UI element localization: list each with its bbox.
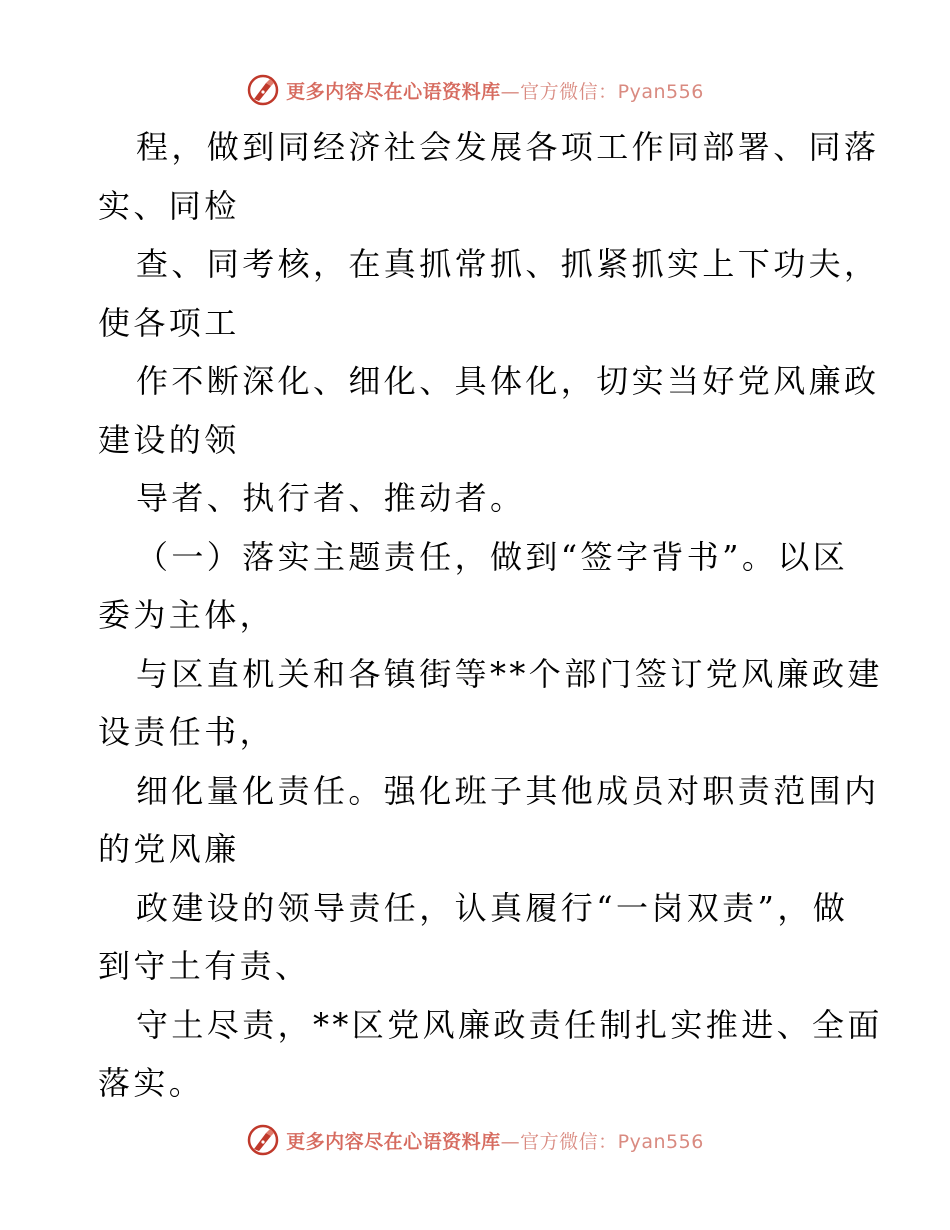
- text-line: 细化量化责任。强化班子其他成员对职责范围内: [136, 771, 880, 810]
- pen-nib-logo-icon: [246, 73, 280, 107]
- text-line: 到守土有责、: [98, 947, 311, 985]
- text-line: 落实。: [98, 1064, 205, 1102]
- text-line: 使各项工: [98, 303, 240, 342]
- banner-separator: —: [500, 80, 521, 103]
- text-line: 与区直机关和各镇街等**个部门签订党风廉政建: [136, 654, 883, 693]
- footer-banner: [0, 1120, 950, 1160]
- text-line: 设责任书，: [98, 713, 276, 751]
- header-banner: [0, 70, 950, 110]
- text-line: 导者、执行者、推动者。: [136, 479, 526, 517]
- text-line: 实、同检: [98, 186, 240, 225]
- banner-wechat: 官方微信：Pyan556: [520, 80, 704, 103]
- banner-brand: 更多内容尽在心语资料库: [286, 80, 501, 103]
- text-line: 作不断深化、细化、具体化，切实当好党风廉政: [136, 362, 880, 400]
- text-line: 守土尽责，**区党风廉政责任制扎实推进、全面: [136, 1005, 883, 1044]
- text-line: 程，做到同经济社会发展各项工作同部署、同落: [136, 128, 880, 166]
- pen-nib-logo-icon: [246, 1123, 280, 1157]
- text-line: （一）落实主题责任，做到“签字背书”。以区: [136, 537, 849, 576]
- text-line: 委为主体，: [98, 596, 276, 634]
- text-line: 查、同考核，在真抓常抓、抓紧抓实上下功夫，: [136, 245, 880, 283]
- text-line: 建设的领: [98, 420, 240, 459]
- banner-brand: 更多内容尽在心语资料库: [286, 1130, 501, 1153]
- text-line: 政建设的领导责任，认真履行“一岗双责”，做: [136, 888, 849, 927]
- banner-text: [286, 1127, 704, 1154]
- banner-text: [286, 77, 704, 104]
- text-line: 的党风廉: [98, 830, 240, 868]
- document-body: [98, 118, 883, 1113]
- banner-wechat: 官方微信：Pyan556: [520, 1130, 704, 1153]
- banner-separator: —: [500, 1130, 521, 1153]
